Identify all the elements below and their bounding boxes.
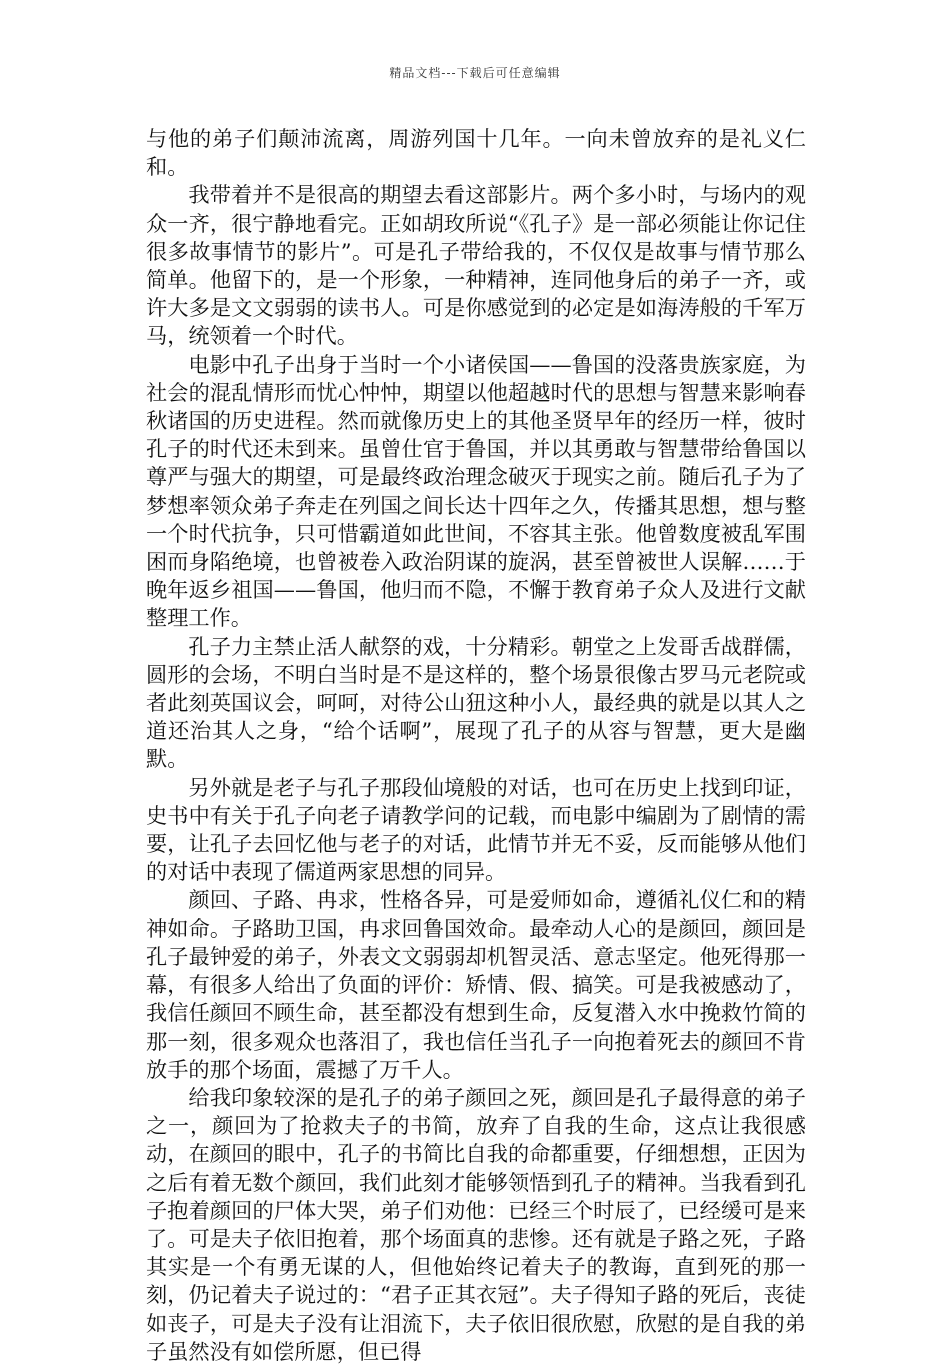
- paragraph: 孔子力主禁止活人献祭的戏，十分精彩。朝堂之上发哥舌战群儒，圆形的会场，不明白当时是不是这样的，整个场景很像古罗马元老院或者此刻英国议会，呵呵，对待公山狃这种小人，最经典的就是以其人之道还治其人之身，“给个话啊”，展现了孔子的从容与智慧，更大是幽默。: [146, 633, 806, 772]
- page-header: 精品文档---下载后可任意编辑: [389, 66, 561, 80]
- paragraph: 我带着并不是很高的期望去看这部影片。两个多小时，与场内的观众一齐，很宁静地看完。正如胡玫所说“《孔子》是一部必须能让你记住很多故事情节的影片”。可是孔子带给我的，不仅仅是故事与情节那么简单。他留下的，是一个形象，一种精神，连同他身后的弟子一齐，或许大多是文文弱弱的读书人。可是你感觉到的必定是如海涛般的千军万马，统领着一个时代。: [146, 182, 806, 349]
- paragraph: 给我印象较深的是孔子的弟子颜回之死，颜回是孔子最得意的弟子之一，颜回为了抢救夫子的书简，放弃了自我的生命，这点让我很感动，在颜回的眼中，孔子的书简比自我的命都重要，仔细想想，正因为之后有着无数个颜回，我们此刻才能够领悟到孔子的精神。当我看到孔子抱着颜回的尸体大哭，弟子们劝他：已经三个时辰了，已经缓可是来了。可是夫子依旧抱着，那个场面真的悲惨。还有就是子路之死，子路其实是一个有勇无谋的人，但他始终记着夫子的教诲，直到死的那一刻，仍记着夫子说过的：“君子正其衣冠”。夫子得知子路的死后，丧徒如丧子，可是夫子没有让泪流下，夫子依旧很欣慰，欣慰的是自我的弟子虽然没有如偿所愿，但已得: [146, 1084, 806, 1364]
- paragraph-continuation: 与他的弟子们颠沛流离，周游列国十几年。一向未曾放弃的是礼义仁和。: [146, 126, 806, 180]
- paragraph: 另外就是老子与孔子那段仙境般的对话，也可在历史上找到印证，史书中有关于孔子向老子请教学问的记载，而电影中编剧为了剧情的需要，让孔子去回忆他与老子的对话，此情节并无不妥，反而能够从他们的对话中表现了儒道两家思想的同异。: [146, 774, 806, 885]
- paragraph: 电影中孔子出身于当时一个小诸侯国——鲁国的没落贵族家庭，为社会的混乱情形而忧心忡忡，期望以他超越时代的思想与智慧来影响春秋诸国的历史进程。然而就像历史上的其他圣贤早年的经历一样，彼时孔子的时代还未到来。虽曾仕官于鲁国，并以其勇敢与智慧带给鲁国以尊严与强大的期望，可是最终政治理念破灭于现实之前。随后孔子为了梦想率领众弟子奔走在列国之间长达十四年之久，传播其思想，想与整一个时代抗争，只可惜霸道如此世间，不容其主张。他曾数度被乱军围困而身陷绝境，也曾被卷入政治阴谋的旋涡，甚至曾被世人误解……于晚年返乡祖国——鲁国，他归而不隐，不懈于教育弟子众人及进行文献整理工作。: [146, 351, 806, 631]
- article-body: [146, 125, 806, 1366]
- paragraph: 颜回、子路、冉求，性格各异，可是爱师如命，遵循礼仪仁和的精神如命。子路助卫国，冉求回鲁国效命。最牵动人心的是颜回，颜回是孔子最钟爱的弟子，外表文文弱弱却机智灵活、意志坚定。他死得那一幕，有很多人给出了负面的评价：矫情、假、搞笑。可是我被感动了，我信任颜回不顾生命，甚至都没有想到生命，反复潜入水中挽救竹简的那一刻，很多观众也落泪了，我也信任当孔子一向抱着死去的颜回不肯放手的那个场面，震撼了万千人。: [146, 887, 806, 1082]
